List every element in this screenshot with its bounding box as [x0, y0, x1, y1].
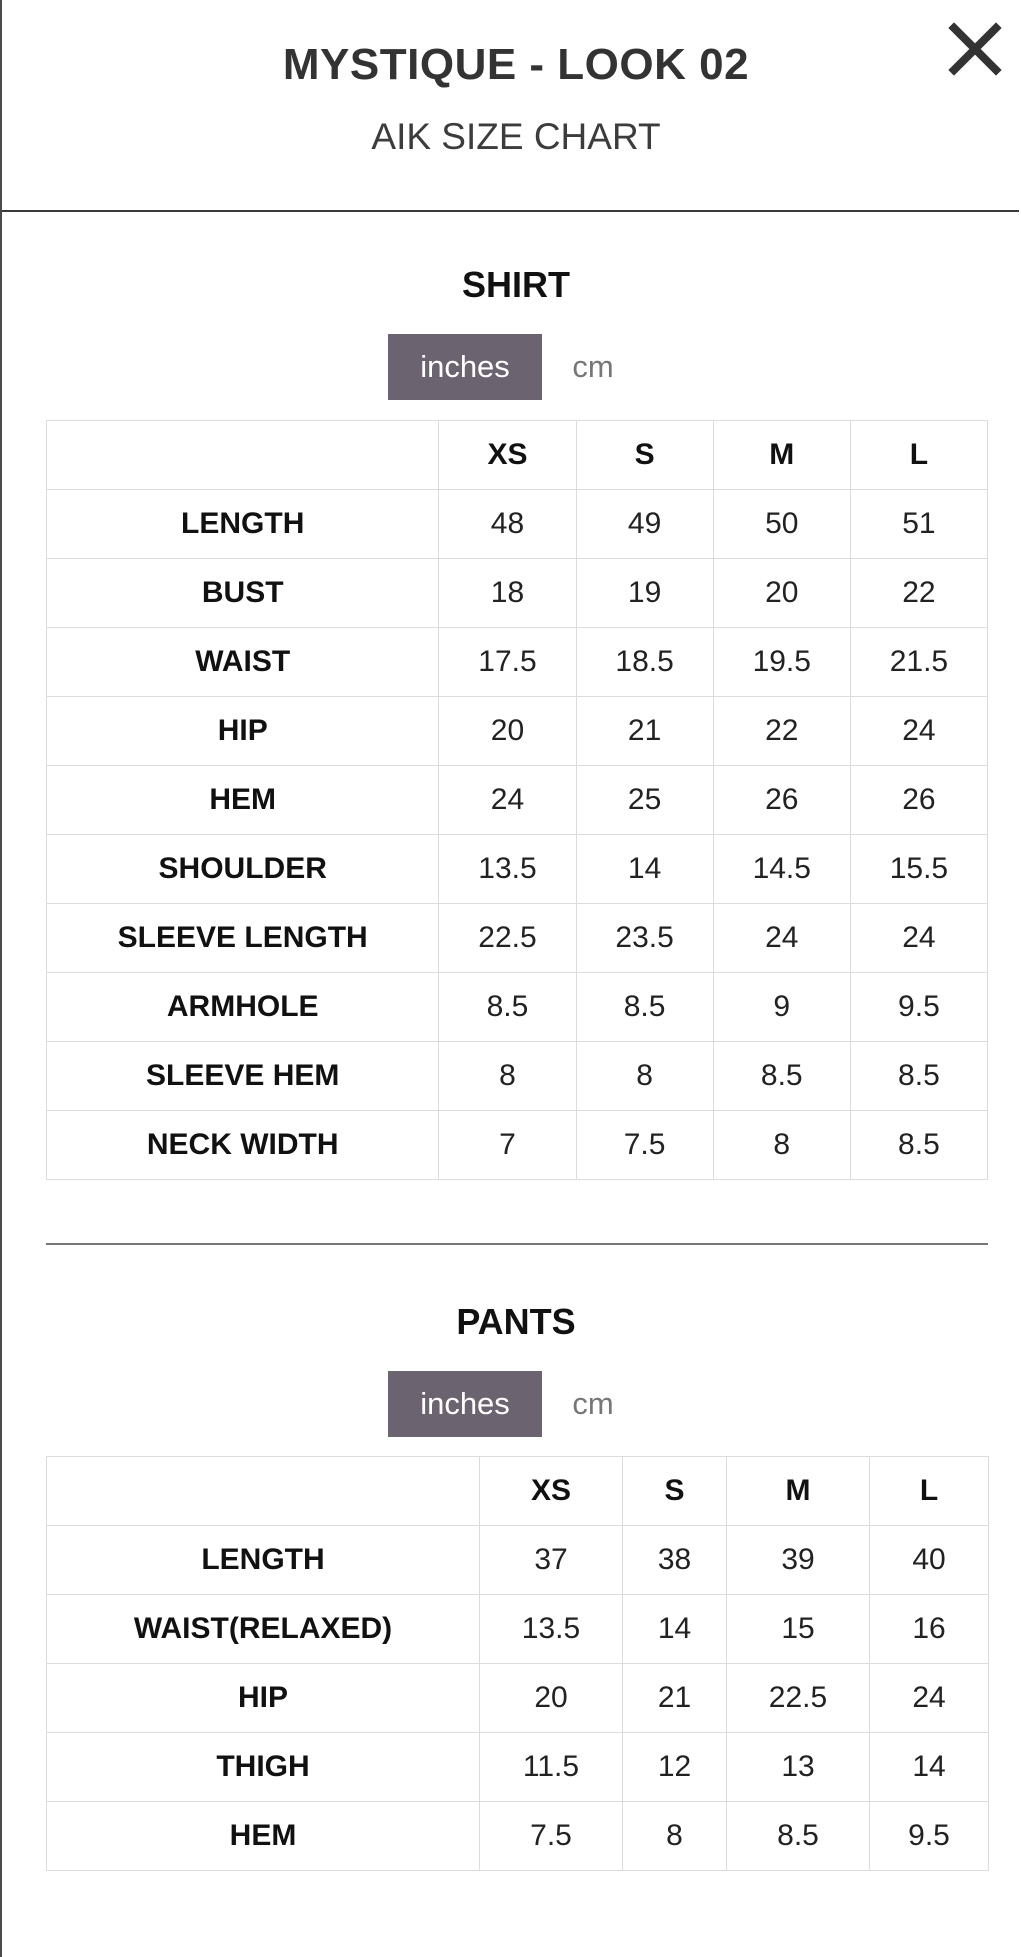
row-label: WAIST(RELAXED) [47, 1595, 480, 1664]
table-cell: 7.5 [576, 1111, 713, 1180]
table-cell: 49 [576, 490, 713, 559]
table-row [47, 766, 988, 835]
table-cell: 14 [870, 1733, 989, 1802]
table-cell: 51 [850, 490, 987, 559]
table-cell: 25 [576, 766, 713, 835]
table-header-row [47, 1457, 989, 1526]
row-label: BUST [47, 559, 439, 628]
table-row [47, 835, 988, 904]
row-label: LENGTH [47, 1526, 480, 1595]
table-cell: 39 [727, 1526, 870, 1595]
table-cell: 9 [713, 973, 850, 1042]
shirt-section-title: SHIRT [462, 264, 570, 305]
table-cell: 15.5 [850, 835, 987, 904]
table-cell: 24 [713, 904, 850, 973]
table-cell: 8.5 [850, 1111, 987, 1180]
table-cell: 22 [713, 697, 850, 766]
table-cell: 20 [713, 559, 850, 628]
table-cell: 8.5 [576, 973, 713, 1042]
modal-header [2, 0, 1019, 212]
row-label: LENGTH [47, 490, 439, 559]
pants-unit-inches-button[interactable]: inches [388, 1371, 542, 1437]
row-label: WAIST [47, 628, 439, 697]
size-header: M [713, 421, 850, 490]
table-cell: 20 [439, 697, 576, 766]
table-header-row [47, 421, 988, 490]
table-cell: 22 [850, 559, 987, 628]
table-cell: 18 [439, 559, 576, 628]
row-label: SLEEVE HEM [47, 1042, 439, 1111]
pants-section-title: PANTS [456, 1301, 576, 1342]
table-row [47, 1111, 988, 1180]
row-label: HEM [47, 1802, 480, 1871]
table-cell: 16 [870, 1595, 989, 1664]
table-cell: 50 [713, 490, 850, 559]
table-cell: 8.5 [727, 1802, 870, 1871]
table-row [47, 1526, 989, 1595]
table-cell: 12 [623, 1733, 727, 1802]
table-cell: 20 [480, 1664, 623, 1733]
header-empty-cell [47, 421, 439, 490]
table-cell: 19 [576, 559, 713, 628]
table-cell: 38 [623, 1526, 727, 1595]
table-cell: 37 [480, 1526, 623, 1595]
shirt-unit-toggle [388, 334, 644, 400]
table-row [47, 628, 988, 697]
shirt-size-table [46, 420, 988, 1180]
table-cell: 7.5 [480, 1802, 623, 1871]
close-icon[interactable] [946, 20, 1004, 78]
table-cell: 9.5 [870, 1802, 989, 1871]
table-cell: 48 [439, 490, 576, 559]
table-cell: 13 [727, 1733, 870, 1802]
table-cell: 17.5 [439, 628, 576, 697]
table-cell: 15 [727, 1595, 870, 1664]
table-cell: 23.5 [576, 904, 713, 973]
header-empty-cell [47, 1457, 480, 1526]
pants-size-table [46, 1456, 989, 1871]
table-cell: 26 [850, 766, 987, 835]
size-header: XS [439, 421, 576, 490]
table-cell: 8 [713, 1111, 850, 1180]
table-row [47, 490, 988, 559]
table-row [47, 1733, 989, 1802]
table-row [47, 697, 988, 766]
row-label: SHOULDER [47, 835, 439, 904]
table-cell: 8 [439, 1042, 576, 1111]
size-header: M [727, 1457, 870, 1526]
table-cell: 8.5 [713, 1042, 850, 1111]
modal-title: MYSTIQUE - LOOK 02 [282, 40, 750, 89]
row-label: HEM [47, 766, 439, 835]
shirt-unit-inches-button[interactable]: inches [388, 334, 542, 400]
table-cell: 24 [850, 904, 987, 973]
pants-unit-cm-button[interactable]: cm [572, 1386, 614, 1421]
size-header: L [870, 1457, 989, 1526]
table-row [47, 904, 988, 973]
size-header: S [623, 1457, 727, 1526]
table-cell: 24 [850, 697, 987, 766]
section-divider [46, 1243, 988, 1245]
table-cell: 21 [576, 697, 713, 766]
table-row [47, 1802, 989, 1871]
pants-unit-toggle [388, 1371, 644, 1437]
table-cell: 24 [439, 766, 576, 835]
table-cell: 9.5 [850, 973, 987, 1042]
table-cell: 14.5 [713, 835, 850, 904]
table-cell: 11.5 [480, 1733, 623, 1802]
row-label: HIP [47, 697, 439, 766]
table-cell: 26 [713, 766, 850, 835]
row-label: HIP [47, 1664, 480, 1733]
table-cell: 24 [870, 1664, 989, 1733]
table-cell: 40 [870, 1526, 989, 1595]
table-cell: 8.5 [439, 973, 576, 1042]
row-label: THIGH [47, 1733, 480, 1802]
row-label: ARMHOLE [47, 973, 439, 1042]
table-cell: 7 [439, 1111, 576, 1180]
table-cell: 14 [623, 1595, 727, 1664]
table-cell: 21.5 [850, 628, 987, 697]
size-header: L [850, 421, 987, 490]
shirt-unit-cm-button[interactable]: cm [572, 349, 614, 384]
table-cell: 21 [623, 1664, 727, 1733]
table-cell: 19.5 [713, 628, 850, 697]
table-cell: 8 [623, 1802, 727, 1871]
table-cell: 18.5 [576, 628, 713, 697]
modal-subtitle: AIK SIZE CHART [371, 116, 661, 157]
table-cell: 13.5 [439, 835, 576, 904]
table-cell: 8.5 [850, 1042, 987, 1111]
row-label: NECK WIDTH [47, 1111, 439, 1180]
size-header: S [576, 421, 713, 490]
table-cell: 22.5 [439, 904, 576, 973]
table-row [47, 973, 988, 1042]
table-cell: 14 [576, 835, 713, 904]
size-header: XS [480, 1457, 623, 1526]
table-row [47, 1664, 989, 1733]
table-row [47, 1042, 988, 1111]
table-row [47, 559, 988, 628]
table-cell: 8 [576, 1042, 713, 1111]
table-cell: 13.5 [480, 1595, 623, 1664]
row-label: SLEEVE LENGTH [47, 904, 439, 973]
table-cell: 22.5 [727, 1664, 870, 1733]
table-row [47, 1595, 989, 1664]
